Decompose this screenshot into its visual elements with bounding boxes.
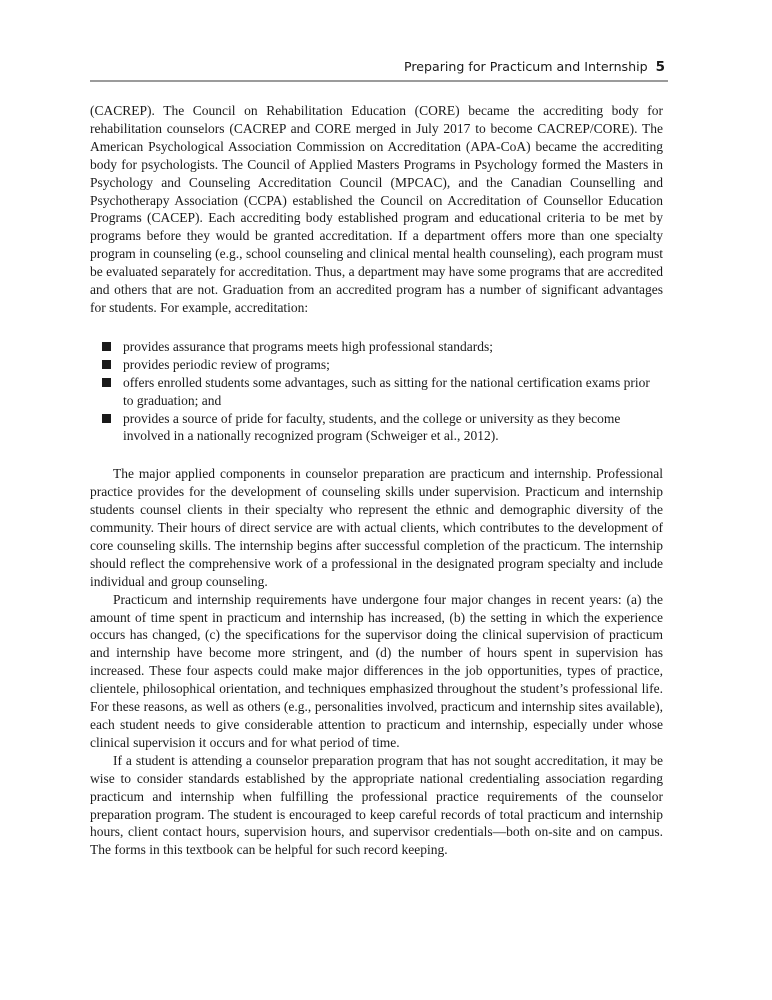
page-body bbox=[90, 102, 663, 859]
list-item bbox=[123, 410, 663, 446]
paragraph-nonaccredited-programs: If a student is attending a counselor preparation program that has not sought accreditation, it may be wise to consider standards established by the appropriate national credentialing association regarding practicum and internship when fulfilling the professional practice requirements of the counselor preparation program. The student is encouraged to keep careful records of total practicum and internship hours, client contact hours, supervision hours, and supervisor credentials—both on-site and on campus. The forms in this textbook can be helpful for such record keeping. bbox=[90, 752, 663, 858]
square-bullet-icon bbox=[102, 378, 111, 387]
paragraph-accreditation: (CACREP). The Council on Rehabilitation Education (CORE) became the accrediting body for rehabilitation counselors (CACREP and CORE merged in July 2017 to become CACREP/CORE). The American Psychological Association Commission on Accreditation (APA-CoA) became the accrediting body for psychologists. The Council of Applied Masters Programs in Psychology formed the Masters in Psychology and Counseling Accreditation Council (MPCAC), and the Canadian Counselling and Psychotherapy Association (CCPA) established the Council on Accreditation of Counsellor Education Programs (CACEP). Each accrediting body established program and educational criteria to be met by programs before they would be granted accreditation. If a department offers more than one specialty program in counseling (e.g., school counseling and clinical mental health counseling), each program must be evaluated separately for accreditation. Thus, a department may have some programs that are accredited and others that are not. Graduation from an accredited program has a number of significant advantages for students. For example, accreditation: bbox=[90, 103, 663, 315]
list-item bbox=[123, 374, 663, 410]
square-bullet-icon bbox=[102, 414, 111, 423]
square-bullet-icon bbox=[102, 360, 111, 369]
list-item-text: provides a source of pride for faculty, students, and the college or university as they become involved in a nationally recognized program (Schweiger et al., 2012). bbox=[123, 410, 621, 444]
list-item-text: offers enrolled students some advantages, such as sitting for the national certification exams prior to graduation; and bbox=[123, 374, 650, 408]
running-header bbox=[90, 56, 665, 78]
page-number: 5 bbox=[655, 59, 665, 75]
accreditation-benefits-list bbox=[90, 338, 663, 445]
paragraph-applied-components: The major applied components in counselor preparation are practicum and internship. Professional practice provides for the development of counseling skills under supervision. Practicum and internship students counsel clients in their specialty who represent the ethnic and demographic diversity of the community. Their hours of direct service are with actual clients, which contributes to the development of core counseling skills. The internship begins after successful completion of the practicum. The internship should reflect the comprehensive work of a professional in the designated program specialty and include individual and group counseling. bbox=[90, 466, 663, 589]
list-item-text: provides periodic review of programs; bbox=[123, 356, 330, 372]
header-rule bbox=[90, 80, 668, 82]
list-item-text: provides assurance that programs meets high professional standards; bbox=[123, 338, 494, 354]
list-item bbox=[123, 356, 663, 374]
list-item bbox=[123, 338, 663, 356]
running-title: Preparing for Practicum and Internship bbox=[404, 59, 648, 74]
paragraph-requirement-changes: Practicum and internship requirements have undergone four major changes in recent years: (a) the amount of time spent in practicum and internship has increased, (b) the setting in which the experience occurs has changed, (c) the specifications for the supervisor doing the clinical supervision of practicum and internship have become more stringent, and (d) the number of hours spent in supervision has increased. These four aspects could make major differences in the job opportunities, types of practice, clientele, philosophical orientation, and techniques emphasized throughout the student’s professional life. For these reasons, as well as others (e.g., personalities involved, practicum and internship sites available), each student needs to give considerable attention to practicum and internship, especially under whose clinical supervision it occurs and for what period of time. bbox=[90, 591, 663, 750]
square-bullet-icon bbox=[102, 342, 111, 351]
